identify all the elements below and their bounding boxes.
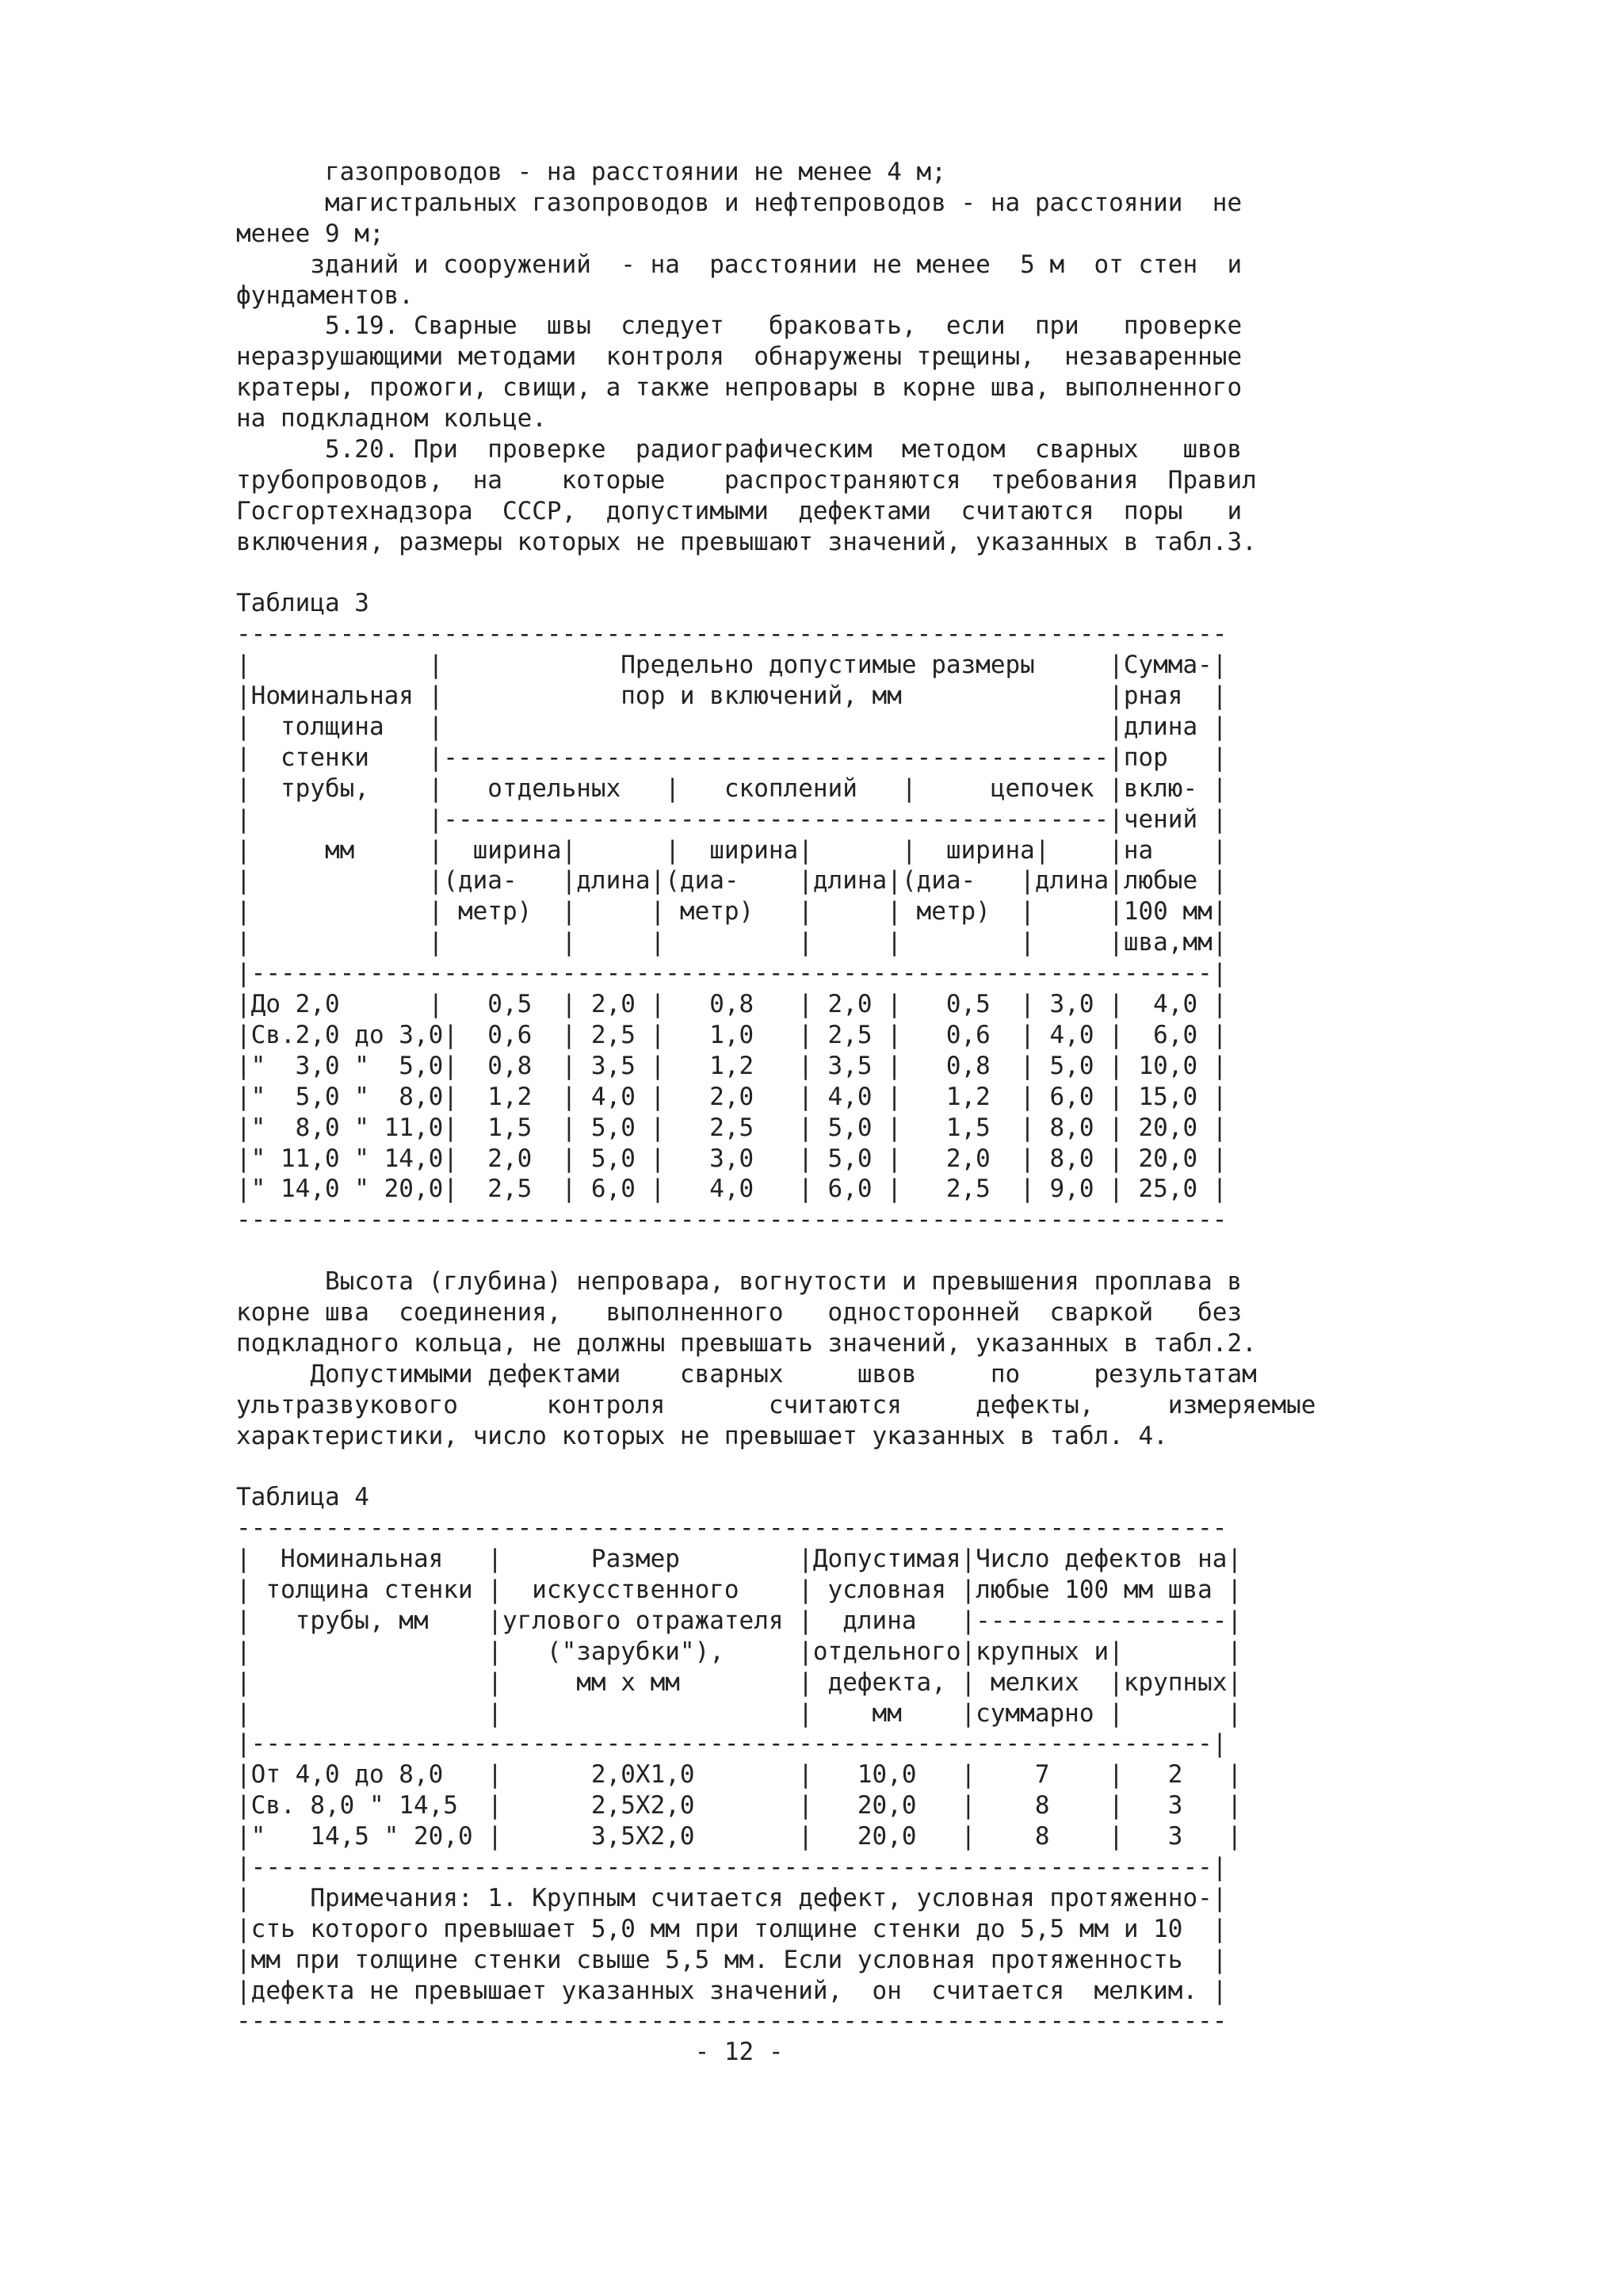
text-line: |дефекта не превышает указанных значений, он считается мелким. | xyxy=(236,1976,1228,2005)
text-line: |" 8,0 " 11,0| 1,5 | 5,0 | 2,5 | 5,0 | 1,5 | 8,0 | 20,0 | xyxy=(236,1113,1228,1142)
text-line: | | мм х мм | дефекта, | мелких |крупных| xyxy=(236,1668,1243,1697)
text-line: | Примечания: 1. Крупным считается дефект, условная протяженно-| xyxy=(236,1883,1228,1912)
text-line: ------------------------------------------------------------------- xyxy=(236,2007,1228,2036)
text-line: | |(диа- |длина|(диа- |длина|(диа- |длина|любые | xyxy=(236,866,1228,896)
text-line: | | ("зарубки"), |отдельного|крупных и| | xyxy=(236,1637,1243,1666)
text-line: Допустимыми дефектами сварных швов по результатам xyxy=(236,1359,1257,1389)
text-line: |" 5,0 " 8,0| 1,2 | 4,0 | 2,0 | 4,0 | 1,2 | 6,0 | 15,0 | xyxy=(236,1082,1228,1111)
text-line: | | | | | | | |шва,мм| xyxy=(236,928,1228,957)
text-line: трубопроводов, на которые распространяются требования Правил xyxy=(236,465,1257,495)
text-line: газопроводов - на расстоянии не менее 4 м; xyxy=(236,158,946,186)
text-line: |Св. 8,0 " 14,5 | 2,5Х2,0 | 20,0 | 8 | 3 | xyxy=(236,1791,1243,1820)
text-line xyxy=(236,1236,1316,1266)
text-line: |-----------------------------------------------------------------| xyxy=(236,1852,1228,1881)
text-line: корне шва соединения, выполненного односторонней сваркой без xyxy=(236,1297,1243,1327)
text-line: |Св.2,0 до 3,0| 0,6 | 2,5 | 1,0 | 2,5 | 0,6 | 4,0 | 6,0 | xyxy=(236,1020,1228,1049)
text-line: неразрушающими методами контроля обнаружены трещины, незаваренные xyxy=(236,342,1243,372)
text-line: | | Предельно допустимые размеры |Сумма-| xyxy=(236,651,1228,680)
text-line: |Номинальная | пор и включений, мм |рная | xyxy=(236,682,1228,711)
text-line: менее 9 м; xyxy=(236,219,384,248)
text-line: характеристики, число которых не превышает указанных в табл. 4. xyxy=(236,1421,1168,1450)
text-line: |" 11,0 " 14,0| 2,0 | 5,0 | 3,0 | 5,0 | 2,0 | 8,0 | 20,0 | xyxy=(236,1144,1228,1173)
text-line: |-----------------------------------------------------------------| xyxy=(236,959,1228,988)
text-line: |сть которого превышает 5,0 мм при толщине стенки до 5,5 мм и 10 | xyxy=(236,1914,1228,1943)
text-line: | трубы, мм |углового отражателя | длина |-----------------| xyxy=(236,1606,1243,1635)
text-line: |До 2,0 | 0,5 | 2,0 | 0,8 | 2,0 | 0,5 | 3,0 | 4,0 | xyxy=(236,990,1228,1019)
text-line: |" 14,0 " 20,0| 2,5 | 6,0 | 4,0 | 6,0 | 2,5 | 9,0 | 25,0 | xyxy=(236,1175,1228,1204)
text-line xyxy=(236,558,1316,589)
text-line: |От 4,0 до 8,0 | 2,0Х1,0 | 10,0 | 7 | 2 | xyxy=(236,1760,1243,1790)
text-line: | |---------------------------------------------|чений | xyxy=(236,804,1228,834)
text-line: | толщина | |длина | xyxy=(236,712,1228,742)
text-line: ------------------------------------------------------------------- xyxy=(236,1514,1228,1543)
text-line: 5.20. При проверке радиографическим методом сварных швов xyxy=(236,435,1243,464)
text-line: 5.19. Сварные швы следует браковать, если при проверке xyxy=(236,311,1243,341)
text-line: подкладного кольца, не должны превышать значений, указанных в табл.2. xyxy=(236,1328,1257,1358)
document-text xyxy=(236,157,1316,2068)
text-line: кратеры, прожоги, свищи, а также непровары в корне шва, выполненного xyxy=(236,373,1243,403)
text-line: |-----------------------------------------------------------------| xyxy=(236,1729,1228,1759)
text-line: зданий и сооружений - на расстоянии не менее 5 м от стен и xyxy=(236,250,1243,279)
text-line: |мм при толщине стенки свыше 5,5 мм. Если условная протяженность | xyxy=(236,1945,1228,1974)
text-line: - 12 - xyxy=(236,2038,784,2067)
text-line xyxy=(236,1451,1316,1482)
text-line: на подкладном кольце. xyxy=(236,404,547,434)
text-line: ------------------------------------------------------------------- xyxy=(236,1205,1228,1235)
text-line: |" 14,5 " 20,0 | 3,5Х2,0 | 20,0 | 8 | 3 | xyxy=(236,1822,1243,1851)
text-line: магистральных газопроводов и нефтепроводов - на расстоянии не xyxy=(236,188,1243,217)
text-line: | стенки |---------------------------------------------|пор | xyxy=(236,743,1228,772)
text-line: фундаментов. xyxy=(236,281,414,310)
text-line: | мм | ширина| | ширина| | ширина| |на | xyxy=(236,835,1228,865)
text-line: | Номинальная | Размер |Допустимая|Число дефектов на| xyxy=(236,1545,1243,1574)
text-line: включения, размеры которых не превышают значений, указанных в табл.3. xyxy=(236,527,1257,556)
text-line: Высота (глубина) непровара, вогнутости и превышения проплава в xyxy=(236,1267,1243,1297)
text-line: ультразвукового контроля считаются дефекты, измеряемые xyxy=(236,1390,1316,1419)
text-line: | толщина стенки | искусственного | условная |любые 100 мм шва | xyxy=(236,1575,1243,1604)
text-line: | трубы, | отдельных | скоплений | цепочек |вклю- | xyxy=(236,774,1228,803)
text-line: | | | мм |суммарно | | xyxy=(236,1698,1243,1728)
text-line: Таблица 3 xyxy=(236,589,369,618)
text-line: |" 3,0 " 5,0| 0,8 | 3,5 | 1,2 | 3,5 | 0,8 | 5,0 | 10,0 | xyxy=(236,1051,1228,1080)
text-line: Госгортехнадзора СССР, допустимыми дефектами считаются поры и xyxy=(236,496,1243,525)
text-line: Таблица 4 xyxy=(236,1483,369,1512)
text-line: | | метр) | | метр) | | метр) | |100 мм| xyxy=(236,897,1228,926)
text-line: ------------------------------------------------------------------- xyxy=(236,620,1228,649)
